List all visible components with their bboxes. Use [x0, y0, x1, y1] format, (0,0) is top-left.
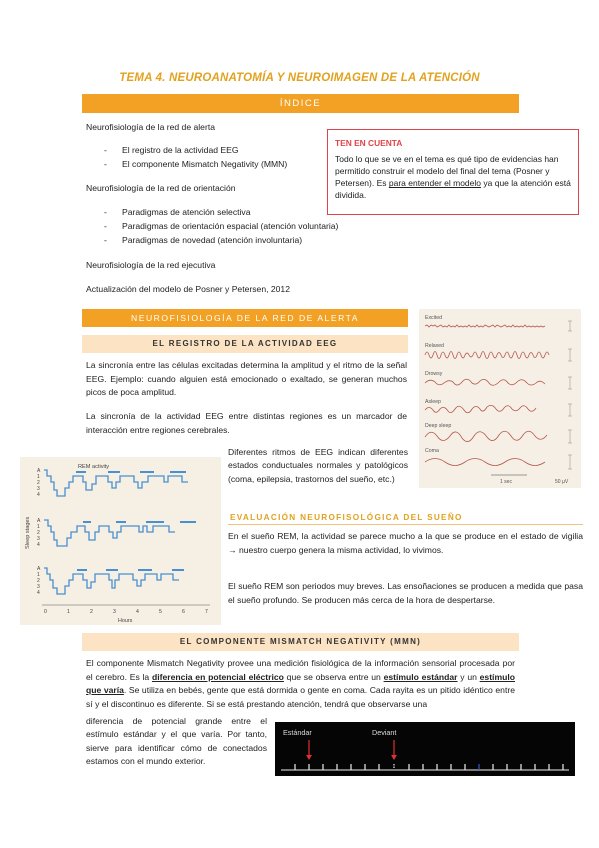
toc-item: [104, 234, 302, 246]
xtick: 7: [205, 609, 208, 615]
toc-item-label: El componente Mismatch Negativity (MMN): [122, 159, 288, 169]
standard-arrow: [306, 740, 312, 760]
mmn-text: que se observa entre un: [283, 671, 384, 682]
mmn-highlight-variant: estímulo que varía: [86, 671, 515, 696]
toc-item-label: Paradigmas de atención selectiva: [122, 207, 251, 217]
eeg-label: Relaxed: [425, 343, 445, 349]
ytick: 4: [37, 590, 40, 596]
toc-item-label: El registro de la actividad EEG: [122, 145, 239, 155]
eeg-trace-excited: [425, 325, 545, 327]
ytick: 1: [37, 524, 40, 530]
hypnogram-3: [44, 568, 179, 594]
mmn-text: y un: [457, 671, 480, 682]
eeg-amplitude-markers: [568, 321, 572, 469]
toc-section-alert: Neurofisiología de la red de alerta: [86, 122, 215, 132]
hypnogram-1: [44, 470, 188, 496]
eeg-trace-drowsy: [425, 379, 545, 385]
toc-dash: -: [104, 221, 107, 231]
xtick: 2: [90, 609, 93, 615]
note-text-a: Todo lo que se ve en el tema es qué tipo de evidencias han permitido construir el modelo del final del tema (Posner y Petersen). Es: [335, 154, 559, 189]
eeg-rhythms-figure: [419, 309, 581, 488]
ytick: A: [37, 468, 41, 474]
eeg-paragraph-1: La sincronía entre las células excitadas determina la amplitud y el ritmo de la señal EEG. Ejemplo: cuando alguien está emocionado o exaltado, se generan muchos picos de poca amplitud.: [86, 360, 407, 398]
sleep-stages-figure: [20, 457, 221, 625]
ytick: 1: [37, 474, 40, 480]
mmn-paragraph-2: diferencia de potencial grande entre el estímulo estándar y el que varía. Por tanto, sierve para identificar cómo de conectados estamos con el mundo exterior.: [86, 716, 267, 766]
ytick: 3: [37, 584, 40, 590]
sleep-figure-ylabel: Sleep stages: [25, 516, 31, 549]
mmn-text: El componente Mismatch Negativity provee una medición fisiológica de la información sensorial procesada por el cerebro. Es la: [86, 658, 515, 682]
note-title: TEN EN CUENTA: [335, 138, 403, 148]
ytick: 3: [37, 486, 40, 492]
rem-blocks-1: [76, 471, 186, 473]
eeg-label: Coma: [425, 448, 439, 454]
note-text-b: ya que la atención está dividida.: [335, 178, 571, 201]
eeg-trace-coma: [425, 459, 545, 466]
xtick: 5: [159, 609, 162, 615]
toc-dash: -: [104, 235, 107, 245]
mmn-highlight-difference: diferencia en potencial eléctrico: [151, 671, 284, 682]
xtick: 1: [67, 609, 70, 615]
xtick: 6: [182, 609, 185, 615]
ytick: A: [37, 566, 41, 572]
sleep-heading-rule: [228, 524, 583, 525]
toc-dash: -: [104, 145, 107, 155]
note-text-underlined: para entender el modelo: [388, 178, 482, 189]
toc-item-label: Paradigmas de novedad (atención involuntaria): [122, 235, 303, 245]
eeg-subheader: EL REGISTRO DE LA ACTIVIDAD EEG: [82, 335, 408, 353]
sleep-paragraph-2: El sueño REM son periodos muy breves. Las ensoñaciones se producen a medida que pasa el sueño profundo. Se producen más cerca de la hora de despertarse.: [228, 581, 583, 605]
toc-dash: -: [104, 207, 107, 217]
mmn-text: . Se utiliza en bebés, gente que está dormida o gente en coma. Cada rayita es un pitido idéntico entre sí y el discontinuo es diferente. Si se está prestando atención, tendrá que observarse una: [86, 685, 515, 709]
eeg-label: Excited: [425, 315, 443, 321]
xtick: 3: [113, 609, 116, 615]
deviant-arrow: [391, 740, 397, 760]
index-header: ÍNDICE: [82, 94, 519, 113]
xtick: 4: [136, 609, 139, 615]
eeg-label: Asleep: [425, 399, 441, 405]
toc-item: [104, 158, 287, 170]
ytick: 4: [37, 492, 40, 498]
toc-dash: -: [104, 159, 107, 169]
eeg-trace-deep-sleep: [425, 431, 547, 441]
hypnogram-2: [44, 520, 175, 546]
sleep-figure-xlabel: Hours: [118, 618, 133, 624]
toc-item: [104, 144, 239, 156]
mmn-paragraph-1: [86, 657, 515, 711]
eeg-paragraph-2: La sincronía de la actividad EEG entre distintas regiones es un marcador de interacción entre regiones cerebrales.: [86, 411, 407, 435]
toc-section-executive: Neurofisiología de la red ejecutiva: [86, 260, 216, 270]
ytick: 3: [37, 536, 40, 542]
eeg-label: Drowsy: [425, 371, 443, 377]
toc-section-update: Actualización del modelo de Posner y Petersen, 2012: [86, 284, 290, 294]
sleep-yticks: [37, 468, 41, 596]
stimulus-ticks: [295, 764, 563, 770]
ytick: A: [37, 518, 41, 524]
mmn-highlight-standard: estímulo estándar: [383, 671, 458, 682]
ytick: 2: [37, 480, 40, 486]
eeg-label: Deep sleep: [425, 423, 452, 429]
standard-label: Estándar: [283, 728, 312, 737]
mmn-stimulus-figure: [275, 722, 575, 776]
alert-network-header: NEUROFISIOLOGÍA DE LA RED DE ALERTA: [82, 309, 408, 327]
note-box: [327, 129, 579, 215]
xtick: 0: [44, 609, 47, 615]
ytick: 2: [37, 530, 40, 536]
eeg-paragraph-3: Diferentes ritmos de EEG indican diferentes estados conductuales normales y patológicos (coma, epilepsia, trastornos del sueño, etc.): [228, 447, 408, 484]
eeg-time-scale-label: 1 sec: [500, 479, 512, 485]
eeg-trace-relaxed: [425, 352, 549, 359]
note-text: [335, 153, 571, 201]
toc-section-orientation: Neurofisiología de la red de orientación: [86, 183, 236, 193]
toc-item-label: Paradigmas de orientación espacial (atención voluntaria): [122, 221, 339, 231]
rem-blocks-3: [77, 569, 184, 571]
sleep-xticks: [44, 609, 208, 615]
sleep-evaluation-heading: EVALUACIÓN NEUROFISOLÓGICA DEL SUEÑO: [230, 513, 463, 522]
ytick: 4: [37, 542, 40, 548]
sleep-paragraph-1: En el sueño REM, la actividad se parece mucho a la que se produce en el estado de vigilia → nuestro cuerpo genera la misma actividad, lo vivimos.: [228, 531, 583, 555]
eeg-trace-asleep: [425, 405, 536, 412]
ytick: 2: [37, 578, 40, 584]
deviant-label: Deviant: [372, 728, 397, 737]
toc-item: [104, 206, 251, 218]
sleep-figure-title: REM activity: [78, 464, 110, 470]
toc-item: [104, 220, 338, 232]
mmn-subheader: EL COMPONENTE MISMATCH NEGATIVITY (MMN): [82, 633, 519, 651]
page-title: TEMA 4. NEUROANATOMÍA Y NEUROIMAGEN DE LA ATENCIÓN: [119, 72, 480, 84]
rem-blocks-2: [83, 521, 196, 523]
eeg-amp-scale-label: 50 µV: [555, 479, 569, 485]
ytick: 1: [37, 572, 40, 578]
